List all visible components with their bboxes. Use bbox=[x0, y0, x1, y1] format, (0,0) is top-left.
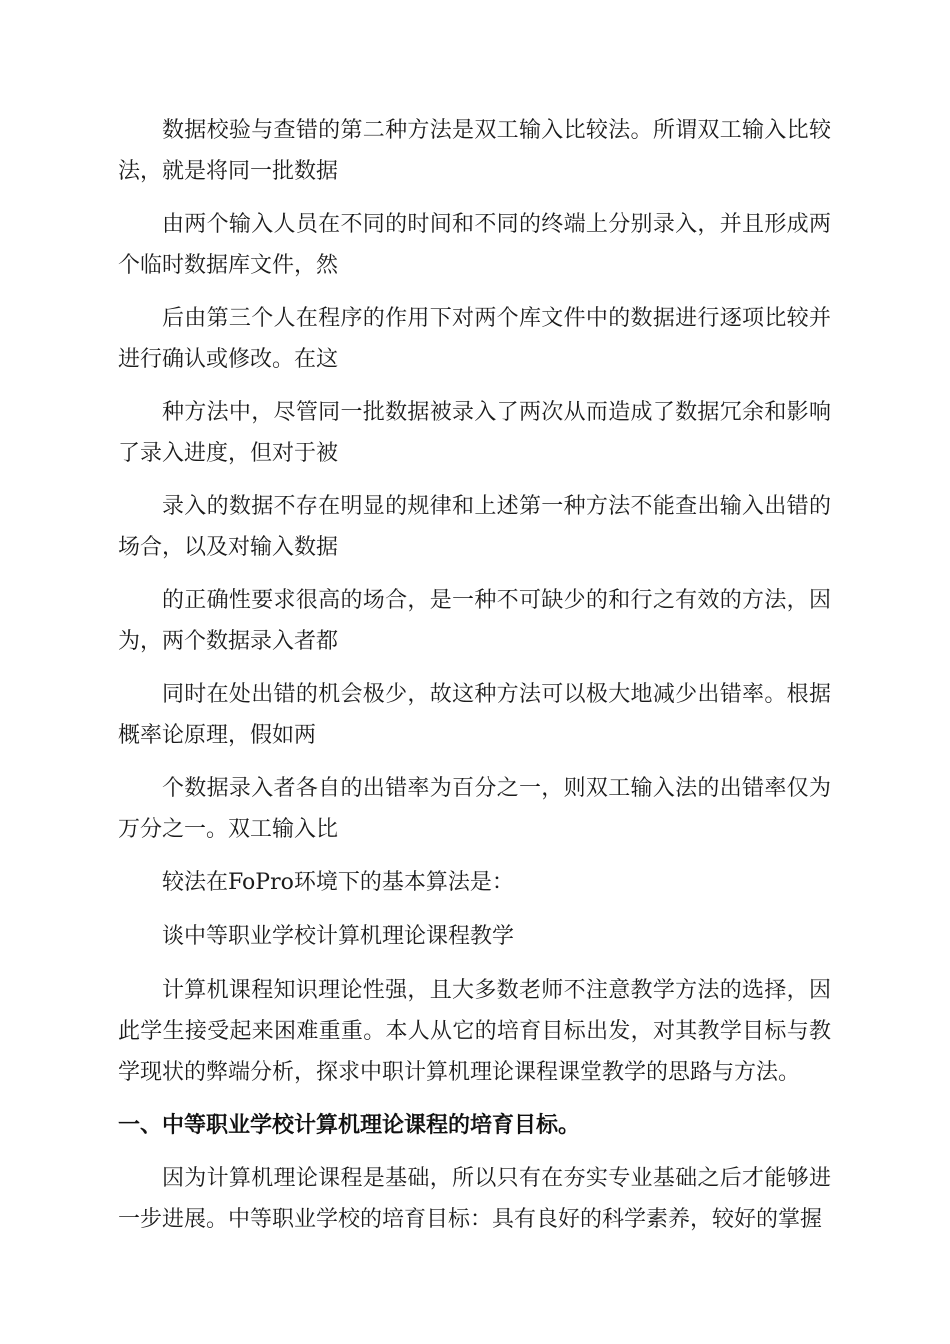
paragraph: 的正确性要求很高的场合，是一种不可缺少的和行之有效的方法，因为，两个数据录入者都 bbox=[118, 588, 831, 654]
paragraph: 个数据录入者各自的出错率为百分之一，则双工输入法的出错率仅为万分之一。双工输入比 bbox=[118, 776, 831, 842]
paragraph: 种方法中，尽管同一批数据被录入了两次从而造成了数据冗余和影响了录入进度，但对于被 bbox=[118, 400, 831, 466]
document-body bbox=[118, 110, 831, 1252]
article-title: 谈中等职业学校计算机理论课程教学 bbox=[162, 924, 515, 949]
paragraph: 由两个输入人员在不同的时间和不同的终端上分别录入，并且形成两个临时数据库文件，然 bbox=[118, 212, 831, 278]
section-heading: 一、中等职业学校计算机理论课程的培育目标。 bbox=[118, 1113, 581, 1138]
paragraph: 数据校验与查错的第二种方法是双工输入比较法。所谓双工输入比较法，就是将同一批数据 bbox=[118, 118, 831, 184]
paragraph: 录入的数据不存在明显的规律和上述第一种方法不能查出输入出错的场合，以及对输入数据 bbox=[118, 494, 831, 560]
paragraph: 较法在FoPro环境下的基本算法是： bbox=[162, 870, 514, 895]
paragraph: 计算机课程知识理论性强，且大多数老师不注意教学方法的选择，因此学生接受起来困难重重。本人从它的培育目标出发，对其教学目标与教学现状的弊端分析，探求中职计算机理论课程课堂教学的思路与方法。 bbox=[118, 978, 831, 1085]
paragraph: 同时在处出错的机会极少，故这种方法可以极大地减少出错率。根据概率论原理，假如两 bbox=[118, 682, 831, 748]
paragraph: 因为计算机理论课程是基础，所以只有在夯实专业基础之后才能够进一步进展。中等职业学校的培育目标：具有良好的科学素养，较好的掌握 bbox=[118, 1166, 831, 1232]
paragraph: 后由第三个人在程序的作用下对两个库文件中的数据进行逐项比较并进行确认或修改。在这 bbox=[118, 306, 831, 372]
